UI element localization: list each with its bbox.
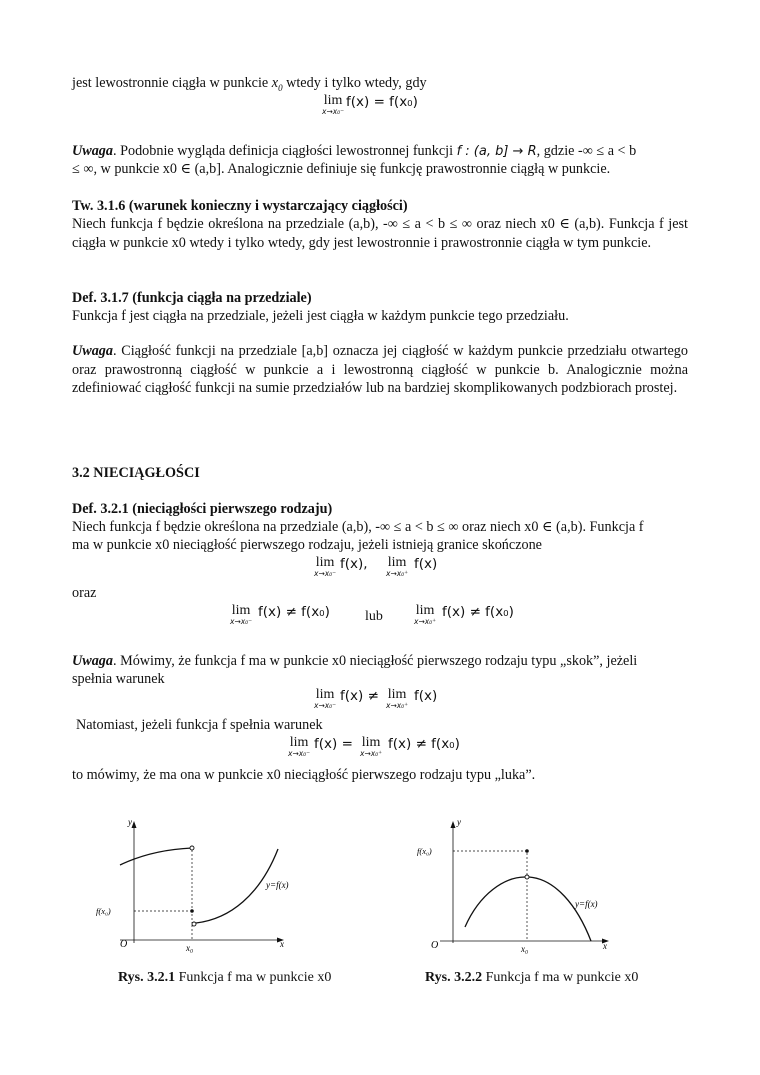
function-value-point: [525, 849, 529, 853]
left-branch-curve: [465, 877, 525, 927]
x-axis-label: x: [603, 941, 607, 951]
skok-condition-left: f(x) ≠: [340, 688, 379, 704]
right-branch-curve: [529, 877, 591, 941]
lim-subscript: x→x₀⁺: [386, 701, 409, 710]
theorem-3-1-6-title: Tw. 3.1.6 (warunek konieczny i wystarczający ciągłości): [72, 198, 408, 214]
left-limit-function: f(x),: [340, 556, 368, 572]
left-branch-curve: [120, 848, 192, 865]
left-limit-operator: [314, 688, 336, 710]
figure-1-caption: [118, 970, 331, 986]
curve-label: y=f(x): [575, 899, 598, 909]
remark-1-line-2: ≤ ∞, w punkcie x0 ∈ (a,b]. Analogicznie definiuje się funkcję prawostronnie ciągłą w punkcie.: [72, 161, 611, 177]
y-axis-label: y: [457, 817, 461, 827]
caption-text: Funkcja f ma w punkcie x0: [482, 970, 639, 985]
open-endpoint: [190, 846, 194, 850]
x-axis-label: x: [280, 939, 284, 949]
definition-3-2-1-line-2: ma w punkcie x0 nieciągłość pierwszego rodzaju, jeżeli istnieją granice skończone: [72, 537, 542, 553]
remark-1-line-1: [72, 142, 688, 162]
open-startpoint: [192, 922, 196, 926]
definition-3-1-7-body: Funkcja f jest ciągła na przedziale, jeżeli jest ciągła w każdym punkcie tego przedziału.: [72, 308, 569, 324]
remark-label: Uwaga: [72, 143, 113, 159]
remark-3-conclusion: to mówimy, że ma ona w punkcie x0 nieciągłość pierwszego rodzaju typu „luka”.: [72, 767, 536, 783]
figure-jump-discontinuity: [90, 815, 300, 955]
x0-label: x₀: [521, 944, 529, 954]
lim-word: lim: [231, 603, 251, 618]
lim-word: lim: [415, 603, 435, 618]
fx0-label: f(x₀): [96, 906, 111, 916]
y-axis-label: y: [128, 817, 132, 827]
function-value-point: [190, 909, 194, 913]
lim-word: lim: [387, 687, 407, 702]
right-inequality: f(x) ≠ f(x₀): [442, 604, 514, 620]
oraz-word: oraz: [72, 585, 97, 601]
function-domain-formula: f : (a, b] → R: [456, 144, 537, 159]
origin-label: O: [120, 939, 128, 950]
remark-text: . Podobnie wygląda definicja ciągłości lewostronnej funkcji: [113, 143, 457, 159]
right-limit-operator: [360, 736, 382, 758]
luka-condition-left: f(x) =: [314, 736, 353, 752]
definition-3-1-7-title: Def. 3.1.7 (funkcja ciągła na przedziale): [72, 290, 312, 306]
remark-label: Uwaga: [72, 653, 113, 669]
natomiast-line: Natomiast, jeżeli funkcja f spełnia warunek: [76, 717, 323, 733]
right-limit-operator: [386, 556, 408, 578]
limit-operator: [322, 94, 344, 116]
lim-word: lim: [323, 93, 343, 108]
caption-number: Rys. 3.2.1: [118, 970, 176, 985]
remark-3-line-2: spełnia warunek: [72, 671, 165, 687]
lim-word: lim: [387, 555, 407, 570]
figure-removable-discontinuity: [395, 815, 620, 955]
caption-text: Funkcja f ma w punkcie x0: [175, 970, 332, 985]
definition-3-2-1-line-1: Niech funkcja f będzie określona na przedziale (a,b), -∞ ≤ a < b ≤ ∞ oraz niech x0 ∈ (a,b). Funkcja f: [72, 519, 644, 535]
right-limit-operator: [414, 604, 436, 626]
remark-2: [72, 342, 688, 398]
curve-label: y=f(x): [266, 880, 289, 890]
lim-subscript: x→x₀⁺: [386, 569, 409, 578]
luka-condition-right: f(x) ≠ f(x₀): [388, 736, 460, 752]
left-limit-operator: [288, 736, 310, 758]
section-heading: 3.2 NIECIĄGŁOŚCI: [72, 465, 200, 481]
lim-word: lim: [361, 735, 381, 750]
theorem-3-1-6-body: Niech funkcja f będzie określona na przedziale (a,b), -∞ ≤ a < b ≤ ∞ oraz niech x0 ∈ (a,b). Funkcja f jest ciągła w punkcie x0 wtedy i tylko wtedy, gdy jest lewostronnie i prawostronnie ciągła w tym punkcie.: [72, 216, 688, 251]
right-limit-function: f(x): [414, 556, 438, 572]
left-continuity-sentence: jest lewostronnie ciągła w punkcie $x_0$ wtedy i tylko wtedy, gdy: [72, 75, 427, 93]
lim-subscript: x→x₀⁻: [314, 701, 337, 710]
y-axis-arrow: [451, 821, 456, 828]
remark-text: . Mówimy, że funkcja f ma w punkcie x0 nieciągłość pierwszego rodzaju typu „skok”, jeżeli: [113, 653, 638, 669]
left-limit-operator: [230, 604, 252, 626]
left-inequality: f(x) ≠ f(x₀): [258, 604, 330, 620]
x0-label: x₀: [186, 943, 194, 953]
remark-3-line-1: [72, 652, 688, 671]
remark-text: , gdzie -∞ ≤ a < b: [536, 143, 637, 159]
caption-number: Rys. 3.2.2: [425, 970, 483, 985]
lim-subscript: x→x₀⁻: [314, 569, 337, 578]
lim-subscript: x→x₀⁺: [360, 749, 383, 758]
remark-text: . Ciągłość funkcji na przedziale [a,b] oznacza jej ciągłość w każdym punkcie przedziału otwartego oraz prawostronną ciągłość w punkcie a i lewostronną ciągłość w punkcie b. Analogicznie można zdefiniować ciągłość funkcji na sumie przedziałów lub na bardziej skomplikowanych podzbiorach prostej.: [72, 343, 688, 397]
lim-subscript: x→x₀⁻: [322, 107, 345, 116]
lim-word: lim: [289, 735, 309, 750]
skok-condition-right: f(x): [414, 688, 438, 704]
right-limit-operator: [386, 688, 408, 710]
lim-word: lim: [315, 687, 335, 702]
left-limit-operator: [314, 556, 336, 578]
sentence-part: wtedy i tylko wtedy, gdy: [282, 75, 427, 91]
lub-word: lub: [365, 609, 383, 624]
y-axis-arrow: [132, 821, 137, 828]
fx0-label: f(x₀): [417, 846, 432, 856]
lim-subscript: x→x₀⁺: [414, 617, 437, 626]
remark-label: Uwaga: [72, 343, 113, 359]
continuity-formula: f(x) = f(x₀): [346, 94, 418, 110]
figure-2-caption: [425, 970, 638, 986]
sentence-part: jest lewostronnie ciągła w punkcie: [72, 75, 272, 91]
definition-3-2-1-title: Def. 3.2.1 (nieciągłości pierwszego rodzaju): [72, 501, 333, 517]
origin-label: O: [431, 940, 439, 951]
open-point: [525, 875, 529, 879]
lim-subscript: x→x₀⁻: [288, 749, 311, 758]
lim-word: lim: [315, 555, 335, 570]
lim-subscript: x→x₀⁻: [230, 617, 253, 626]
